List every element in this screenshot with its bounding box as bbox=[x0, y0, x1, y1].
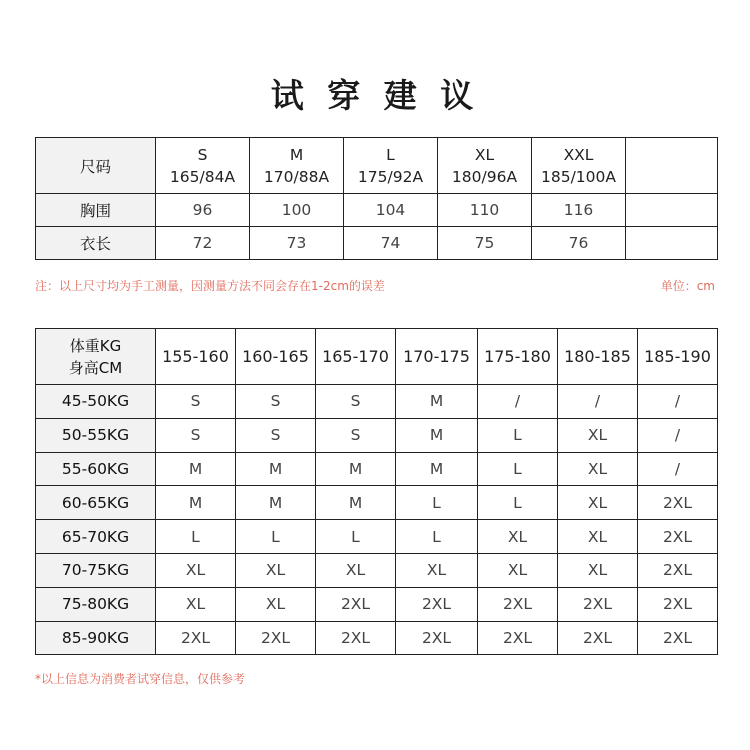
size-col-l: L 175/92A bbox=[344, 138, 438, 194]
size-recommendation-cell: XL bbox=[316, 553, 396, 587]
size-recommendation-cell: 2XL bbox=[558, 621, 638, 655]
weight-label: 45-50KG bbox=[36, 385, 156, 419]
table-cell: 116 bbox=[532, 194, 626, 227]
size-recommendation-cell: L bbox=[396, 520, 478, 554]
row-label-length: 衣长 bbox=[36, 227, 156, 260]
size-recommendation-cell: 2XL bbox=[156, 621, 236, 655]
table-cell: 75 bbox=[438, 227, 532, 260]
size-recommendation-cell: / bbox=[478, 385, 558, 419]
size-recommendation-cell: XL bbox=[156, 553, 236, 587]
table-cell: 100 bbox=[250, 194, 344, 227]
height-header: 170-175 bbox=[396, 329, 478, 385]
weight-label: 65-70KG bbox=[36, 520, 156, 554]
size-recommendation-cell: XL bbox=[558, 452, 638, 486]
height-header-row bbox=[36, 329, 718, 385]
size-recommendation-cell: / bbox=[638, 418, 718, 452]
size-header-label: 尺码 bbox=[36, 138, 156, 194]
height-header: 180-185 bbox=[558, 329, 638, 385]
size-recommendation-cell: 2XL bbox=[478, 621, 558, 655]
size-recommendation-cell: L bbox=[478, 452, 558, 486]
size-recommendation-cell: L bbox=[316, 520, 396, 554]
size-recommendation-cell: M bbox=[156, 486, 236, 520]
size-recommendation-cell: S bbox=[316, 418, 396, 452]
size-recommendation-cell: / bbox=[638, 385, 718, 419]
empty-cell bbox=[626, 227, 718, 260]
disclaimer-footnote: *以上信息为消费者试穿信息，仅供参考 bbox=[35, 672, 246, 686]
size-recommendation-cell: 2XL bbox=[396, 587, 478, 621]
size-recommendation-cell: 2XL bbox=[478, 587, 558, 621]
size-header-row bbox=[36, 138, 718, 194]
size-recommendation-cell: XL bbox=[558, 553, 638, 587]
size-recommendation-cell: 2XL bbox=[316, 587, 396, 621]
table-row bbox=[36, 385, 718, 419]
empty-cell bbox=[626, 194, 718, 227]
size-recommendation-cell: M bbox=[396, 418, 478, 452]
table-row bbox=[36, 621, 718, 655]
weight-label: 75-80KG bbox=[36, 587, 156, 621]
fit-recommendation-table bbox=[35, 328, 718, 655]
size-recommendation-cell: L bbox=[396, 486, 478, 520]
height-header: 155-160 bbox=[156, 329, 236, 385]
page-title: 试 穿 建 议 bbox=[270, 76, 480, 115]
size-recommendation-cell: 2XL bbox=[396, 621, 478, 655]
size-recommendation-cell: S bbox=[156, 418, 236, 452]
size-recommendation-cell: M bbox=[316, 452, 396, 486]
size-recommendation-cell: L bbox=[478, 418, 558, 452]
weight-label: 70-75KG bbox=[36, 553, 156, 587]
size-recommendation-cell: L bbox=[478, 486, 558, 520]
size-recommendation-cell: M bbox=[396, 385, 478, 419]
chest-row bbox=[36, 194, 718, 227]
size-recommendation-cell: M bbox=[396, 452, 478, 486]
height-header: 185-190 bbox=[638, 329, 718, 385]
weight-label: 85-90KG bbox=[36, 621, 156, 655]
weight-label: 60-65KG bbox=[36, 486, 156, 520]
size-col-xl: XL 180/96A bbox=[438, 138, 532, 194]
height-header: 160-165 bbox=[236, 329, 316, 385]
size-recommendation-cell: 2XL bbox=[316, 621, 396, 655]
table-row bbox=[36, 553, 718, 587]
weight-label: 55-60KG bbox=[36, 452, 156, 486]
size-recommendation-cell: L bbox=[156, 520, 236, 554]
size-recommendation-cell: / bbox=[558, 385, 638, 419]
size-recommendation-cell: XL bbox=[558, 418, 638, 452]
length-row bbox=[36, 227, 718, 260]
size-recommendation-cell: 2XL bbox=[236, 621, 316, 655]
size-recommendation-cell: XL bbox=[478, 520, 558, 554]
size-col-m: M 170/88A bbox=[250, 138, 344, 194]
unit-label: 单位：cm bbox=[660, 279, 715, 293]
table-row bbox=[36, 520, 718, 554]
table-cell: 104 bbox=[344, 194, 438, 227]
table-cell: 76 bbox=[532, 227, 626, 260]
size-recommendation-cell: 2XL bbox=[558, 587, 638, 621]
height-header: 165-170 bbox=[316, 329, 396, 385]
size-recommendation-cell: XL bbox=[396, 553, 478, 587]
size-recommendation-cell: XL bbox=[236, 587, 316, 621]
size-recommendation-cell: 2XL bbox=[638, 621, 718, 655]
size-recommendation-cell: XL bbox=[558, 520, 638, 554]
table-row bbox=[36, 418, 718, 452]
size-recommendation-cell: S bbox=[236, 385, 316, 419]
measurement-note: 注：以上尺寸均为手工测量，因测量方法不同会存在1-2cm的误差 bbox=[35, 279, 385, 293]
table-row bbox=[36, 486, 718, 520]
size-col-xxl: XXL 185/100A bbox=[532, 138, 626, 194]
size-recommendation-cell: XL bbox=[236, 553, 316, 587]
size-recommendation-cell: 2XL bbox=[638, 486, 718, 520]
row-label-chest: 胸围 bbox=[36, 194, 156, 227]
table-cell: 73 bbox=[250, 227, 344, 260]
empty-cell bbox=[626, 138, 718, 194]
table-cell: 74 bbox=[344, 227, 438, 260]
size-recommendation-cell: M bbox=[156, 452, 236, 486]
size-recommendation-cell: M bbox=[316, 486, 396, 520]
size-recommendation-cell: XL bbox=[156, 587, 236, 621]
size-recommendation-cell: M bbox=[236, 452, 316, 486]
weight-label: 50-55KG bbox=[36, 418, 156, 452]
size-chart-table bbox=[35, 137, 718, 260]
size-recommendation-cell: L bbox=[236, 520, 316, 554]
size-col-s: S 165/84A bbox=[156, 138, 250, 194]
size-recommendation-cell: M bbox=[236, 486, 316, 520]
size-recommendation-cell: XL bbox=[478, 553, 558, 587]
table-cell: 72 bbox=[156, 227, 250, 260]
table-row bbox=[36, 452, 718, 486]
table-cell: 110 bbox=[438, 194, 532, 227]
size-recommendation-cell: S bbox=[316, 385, 396, 419]
size-recommendation-cell: / bbox=[638, 452, 718, 486]
size-recommendation-cell: 2XL bbox=[638, 520, 718, 554]
size-recommendation-cell: S bbox=[156, 385, 236, 419]
size-recommendation-cell: 2XL bbox=[638, 553, 718, 587]
size-recommendation-cell: XL bbox=[558, 486, 638, 520]
table-cell: 96 bbox=[156, 194, 250, 227]
size-recommendation-cell: 2XL bbox=[638, 587, 718, 621]
size-recommendation-cell: S bbox=[236, 418, 316, 452]
corner-header: 体重KG 身高CM bbox=[36, 329, 156, 385]
table-row bbox=[36, 587, 718, 621]
height-header: 175-180 bbox=[478, 329, 558, 385]
